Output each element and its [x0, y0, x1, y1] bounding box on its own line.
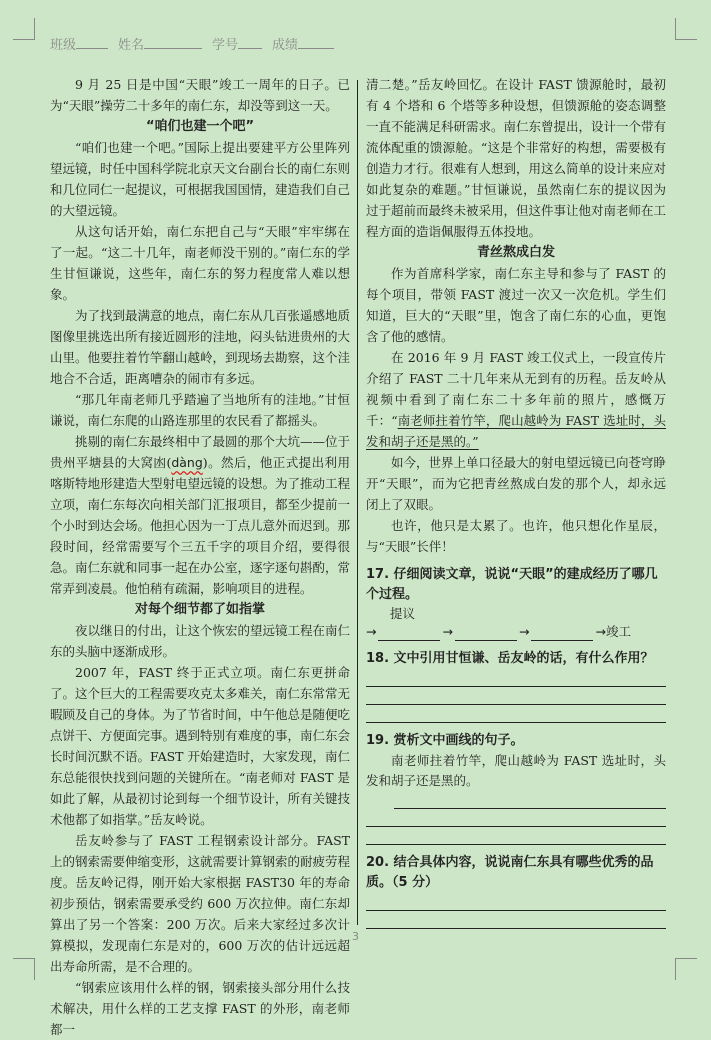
q17-process-flow — [366, 623, 666, 641]
article-left-column — [50, 74, 350, 1040]
name-label: 姓名 — [118, 38, 145, 53]
id-field[interactable] — [238, 36, 262, 49]
underlined-sentence: 南老师拄着竹竿，爬山越岭为 FAST 选址时，头发和胡子还是黑的。” — [366, 413, 667, 449]
score-field[interactable] — [298, 36, 334, 49]
answer-blank[interactable] — [378, 627, 440, 641]
answer-line[interactable] — [366, 704, 666, 705]
question-19: 19. 赏析文中画线的句子。 — [366, 733, 524, 748]
answer-line[interactable] — [394, 808, 666, 809]
answer-blank[interactable] — [531, 627, 593, 641]
q19-quote: 南老师拄着竹竿，爬山越岭为 FAST 选址时，头发和胡子还是黑的。 — [366, 753, 666, 788]
answer-line[interactable] — [366, 686, 666, 687]
article-paragraph: 从这句话开始，南仁东把自己与“天眼”牢牢绑在了一起。“这二十几年，南老师没干别的。”南仁东的学生甘恒谦说，这些年，南仁东的努力程度常人难以想象。 — [50, 224, 350, 302]
answer-line[interactable] — [366, 844, 666, 845]
name-field[interactable] — [144, 36, 202, 49]
article-paragraph: 如今，世界上单口径最大的射电望远镜已向苍穹睁开“天眼”，而为它把青丝熬成白发的那个人，却永远闭上了双眼。 — [366, 455, 667, 512]
student-info-header — [50, 34, 334, 53]
article-paragraph: “钢索应该用什么样的钢，钢索接头部分用什么技术解决，用什么样的工艺支撑 FAST 的外形，南老师都一 — [50, 980, 350, 1037]
arrow-icon: → — [366, 624, 377, 639]
article-paragraph: 2007 年，FAST 终于正式立项。南仁东更拼命了。这个巨大的工程需要攻克太多难关，南仁东常常无暇顾及自己的身体。为了节省时间，中午他总是随便吃点饼干、方便面完事。遇到特别有难度的事，南仁东会长时间沉默不语。FAST 开始建造时，大家发现，南仁东总能很快找到问题的关键所在。“南老师对 FAST 是如此了解，从最初讨论到每一个细节设计，所有关键技术他都了如指掌。”岳友岭说。 — [50, 665, 351, 827]
crop-mark — [13, 18, 35, 40]
article-paragraph: 作为首席科学家，南仁东主导和参与了 FAST 的每个项目，带领 FAST 渡过一次又一次危机。学生们知道，巨大的“天眼”里，饱含了南仁东的心血，更饱含了他的感情。 — [366, 266, 666, 344]
score-label: 成绩 — [272, 38, 299, 53]
class-label: 班级 — [50, 38, 77, 53]
q17-start-label: 提议 — [390, 606, 416, 621]
article-paragraph: “咱们也建一个吧。”国际上提出要建平方公里阵列望远镜，时任中国科学院北京天文台副台长的南仁东则和几位同仁一起提议，可根据我国国情，建造我们自己的大望远镜。 — [50, 140, 351, 218]
id-label: 学号 — [212, 38, 239, 53]
article-paragraph: 9 月 25 日是中国“天眼”竣工一周年的日子。已为“天眼”操劳二十多年的南仁东，却没等到这一天。 — [50, 77, 350, 113]
article-paragraph: 清二楚。”岳友岭回忆。在设计 FAST 馈源舱时，最初有 4 个塔和 6 个塔等多种设想，但馈源舱的姿态调整一直不能满足科研需求。南仁东曾提出，设计一个带有流体配重的馈源舱。“这是个非常好的构想，需要极有创造力才行。很难有人想到，用这么简单的设计来应对如此复杂的难题。”甘恒谦说，虽然南仁东的提议因为过于超前而最终未被采用，但这件事让他对南老师在工程方面的造诣佩服得五体投地。 — [366, 77, 667, 239]
article-paragraph: 也许，他只是太累了。也许，他只想化作星辰，与“天眼”长伴！ — [366, 518, 666, 554]
article-paragraph: 夜以继日的付出，让这个恢宏的望远镜工程在南仁东的头脑中逐渐成形。 — [50, 623, 351, 659]
score-note: （5 分） — [392, 875, 439, 890]
article-paragraph: 挑剔的南仁东最终相中了最圆的那个大坑——位于贵州平塘县的大窝凼(dàng)。然后，他正式提出利用喀斯特地形建造大型射电望远镜的设想。为了推动工程立项，南仁东每次向相关部门汇报项目，都至少提前一个小时到达会场。他担心因为一丁点儿意外而迟到。那段时间，经常需要写个三五千字的项目介绍，要得很急。南仁东就和同事一起在办公室，逐字逐句斟酌，常常弄到凌晨。他怕稍有疏漏，影响项目的进程。 — [50, 434, 351, 596]
class-field[interactable] — [76, 36, 108, 49]
answer-line[interactable] — [366, 928, 666, 929]
crop-mark — [675, 18, 697, 40]
article-right-column — [366, 74, 666, 929]
answer-blank[interactable] — [455, 627, 517, 641]
section-heading: 青丝熬成白发 — [476, 245, 555, 260]
answer-line[interactable] — [366, 826, 666, 827]
crop-mark — [13, 958, 35, 980]
answer-line[interactable] — [366, 722, 666, 723]
question-17: 17. 仔细阅读文章，说说“天眼”的建成经历了哪几个过程。 — [366, 567, 658, 602]
question-20: 20. 结合具体内容，说说南仁东具有哪些优秀的品质。（5 分） — [366, 855, 654, 890]
pinyin-annotation: dàng — [171, 455, 203, 470]
question-18: 18. 文中引用甘恒谦、岳友岭的话，有什么作用？ — [366, 651, 654, 666]
arrow-icon: → — [518, 624, 530, 639]
q17-end-label: 竣工 — [605, 624, 631, 639]
article-paragraph: 岳友岭参与了 FAST 工程钢索设计部分。FAST 上的钢索需要伸缩变形，这就需要计算钢索的耐疲劳程度。岳友岭记得，刚开始大家根据 FAST30 年的寿命初步预估，钢索需要承受约 600 万次拉伸。南仁东却算出了另一个答案：200 万次。后来大家经过多次计算模拟，发现南仁东是对的，600 万次的估计远远超出寿命所需，是不合理的。 — [50, 833, 351, 974]
answer-line[interactable] — [366, 910, 666, 911]
article-paragraph: 在 2016 年 9 月 FAST 竣工仪式上，一段宣传片介绍了 FAST 二十几年来从无到有的历程。岳友岭从视频中看到了南仁东二十多年前的照片，感慨万千：“南老师拄着竹竿，爬山越岭为 FAST 选址时，头发和胡子还是黑的。” — [366, 350, 667, 449]
article-paragraph: 为了找到最满意的地点，南仁东从几百张遥感地质图像里挑选出所有接近圆形的洼地，闷头钻进贵州的大山里。他要拄着竹竿翻山越岭，到现场去勘察，这个洼地合不合适，距离嘈杂的闹市有多远。 — [50, 308, 351, 386]
article-paragraph: “那几年南老师几乎踏遍了当地所有的洼地。”甘恒谦说，南仁东爬的山路连那里的农民看了都摇头。 — [50, 392, 350, 428]
arrow-icon: → — [595, 624, 606, 639]
section-heading: “咱们也建一个吧” — [145, 119, 255, 134]
arrow-icon: → — [442, 624, 453, 639]
section-heading: 对每个细节都了如指掌 — [134, 602, 265, 617]
column-divider — [357, 80, 358, 925]
crop-mark — [675, 958, 697, 980]
page-number: 3 — [352, 930, 359, 943]
